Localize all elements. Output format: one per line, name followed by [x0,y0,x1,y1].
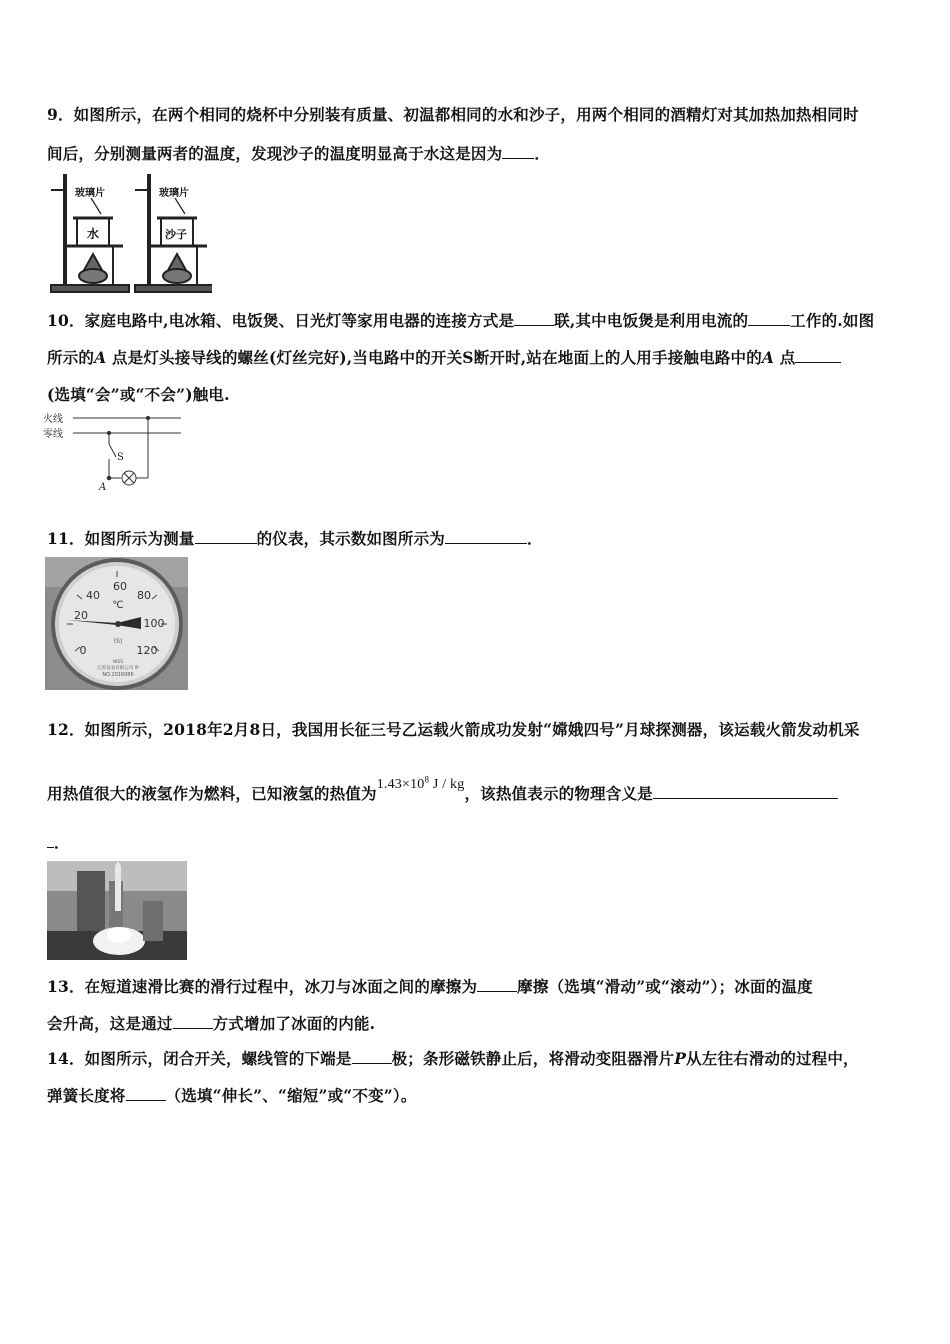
q12-line-1: 12．如图所示，2018年2月8日，我国用长征三号乙运载火箭成功发射“嫦娥四号”月球探测器，该运载火箭发动机采 [47,720,860,739]
q10-blank-3[interactable] [795,348,841,363]
q9-answer-blank[interactable] [502,144,534,159]
q9-fig-water: 水 [87,227,100,241]
q11-logo: (S) [113,638,123,645]
q10-line-1: 10．家庭电路中,电冰箱、电饭煲、日光灯等家用电器的连接方式是 联,其中电饭煲是利用电流的 工作的.如图 [47,311,875,330]
q11-line: 11．如图所示为测量 的仪表，其示数如图所示为 ． [47,529,543,548]
q14-blank-1[interactable] [352,1049,392,1064]
q10-blank-2[interactable] [748,311,790,326]
q10-line-2: 所示的A 点是灯头接导线的螺丝(灯丝完好),当电路中的开关S断开时,站在地面上的人用手接触电路中的A 点 [47,346,841,368]
q10-blank-1[interactable] [514,311,554,326]
q13-line-2: 会升高，这是通过 方式增加了冰面的内能. [47,1014,376,1033]
q11-maker-1: WSS [112,660,124,665]
q9-line-1: 9．如图所示，在两个相同的烧杯中分别装有质量、初温都相同的水和沙子，用两个相同的酒精灯对其加热加热相同时 [47,105,859,124]
q9-beaker-figure [47,172,212,296]
q13-blank-1[interactable] [477,977,517,992]
q12-rocket-launch-photo [47,861,187,960]
q11-tick-20: 20 [74,609,88,622]
q13-line-1: 13．在短道速滑比赛的滑行过程中，冰刀与冰面之间的摩擦为 摩擦（选填“滑动”或“滚动”）；冰面的温度 [47,977,813,996]
q12-answer-blank[interactable] [653,784,838,799]
q12-heat-value-formula: $1.43\times 10^8$ J / kg [376,774,465,792]
q11-blank-2[interactable] [445,529,527,544]
q11-tick-60: 60 [113,580,127,593]
q14-line-2: 弹簧长度将 （选填“伸长”、“缩短”或“不变”）。 [47,1086,417,1105]
q9-fig-sand: 沙子 [165,228,187,241]
q11-tick-40: 40 [86,589,100,602]
q11-blank-1[interactable] [195,529,257,544]
q10-fig-live-wire: 火线 [43,414,63,425]
q10-fig-point-label: A [99,482,107,492]
q12-line-2: 用热值很大的液氢作为燃料，已知液氢的热值为$1.43\times 10^8$ J / kg，该热值表示的物理含义是 [47,782,838,804]
q9-line-2: 间后，分别测量两者的温度，发现沙子的温度明显高于水这是因为 ． [47,144,551,163]
q14-line-1: 14．如图所示，闭合开关，螺线管的下端是 极；条形磁铁静止后，将滑动变阻器滑片P从左往右滑动的过程中， [47,1049,859,1068]
q12-line-3: ． [47,831,70,853]
q11-unit: ℃ [112,600,124,611]
q9-fig-label-right: 玻璃片 [159,188,189,199]
q11-tick-0: 0 [79,644,87,657]
q11-maker-2: 江苏仪表有限公司 IP [97,666,139,671]
q11-serial: NO.2016086 [102,672,134,678]
q12-answer-blank-cont[interactable] [47,833,54,848]
q13-blank-2[interactable] [173,1014,213,1029]
q11-tick-120: 120 [136,644,158,657]
q10-line-3: (选填“会”或“不会”)触电. [47,385,230,404]
q11-tick-80: 80 [137,589,151,602]
q9-fig-label-left: 玻璃片 [75,188,105,199]
q14-blank-2[interactable] [126,1086,166,1101]
q11-thermometer-photo [45,557,188,690]
q10-fig-neutral-wire: 零线 [43,429,63,440]
q11-tick-100: 100 [143,617,165,630]
q10-circuit-figure [43,410,183,492]
q10-fig-switch-label: S [117,452,124,463]
